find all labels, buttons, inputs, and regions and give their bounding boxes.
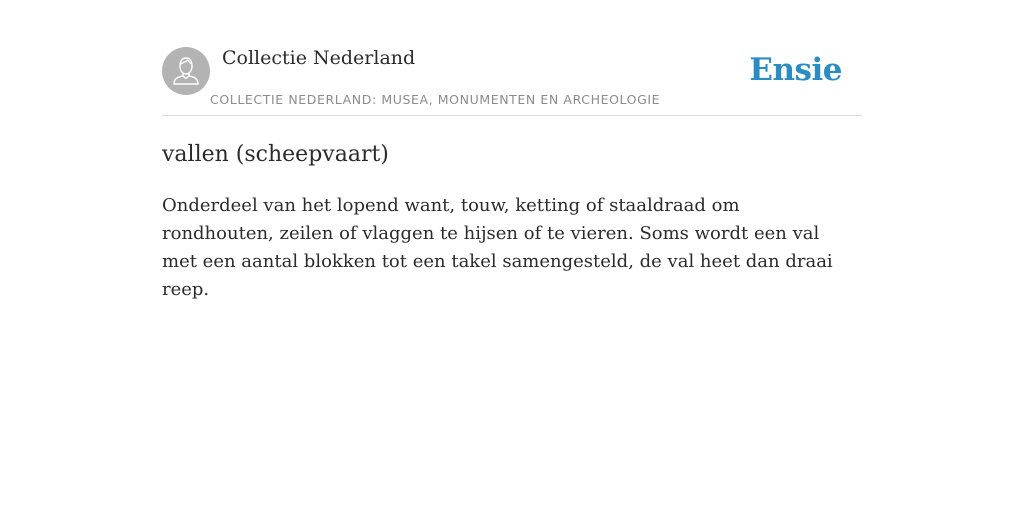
author-subtitle: COLLECTIE NEDERLAND: MUSEA, MONUMENTEN EN ARCHEOLOGIE [210,92,661,107]
entry-title: vallen (scheepvaart) [162,142,389,167]
entry-header [162,46,862,116]
ensie-logo[interactable]: Ensie [749,52,842,88]
entry-definition: Onderdeel van het lopend want, touw, ketting of staaldraad om rondhouten, zeilen of vlaggen te hijsen of te vieren. Soms wordt een val met een aantal blokken tot een takel samengesteld, de val heet dan draai reep. [162,195,833,300]
author-name-link[interactable]: Collectie Nederland [222,47,416,69]
author-avatar[interactable] [162,47,210,95]
user-silhouette-icon [162,47,210,95]
